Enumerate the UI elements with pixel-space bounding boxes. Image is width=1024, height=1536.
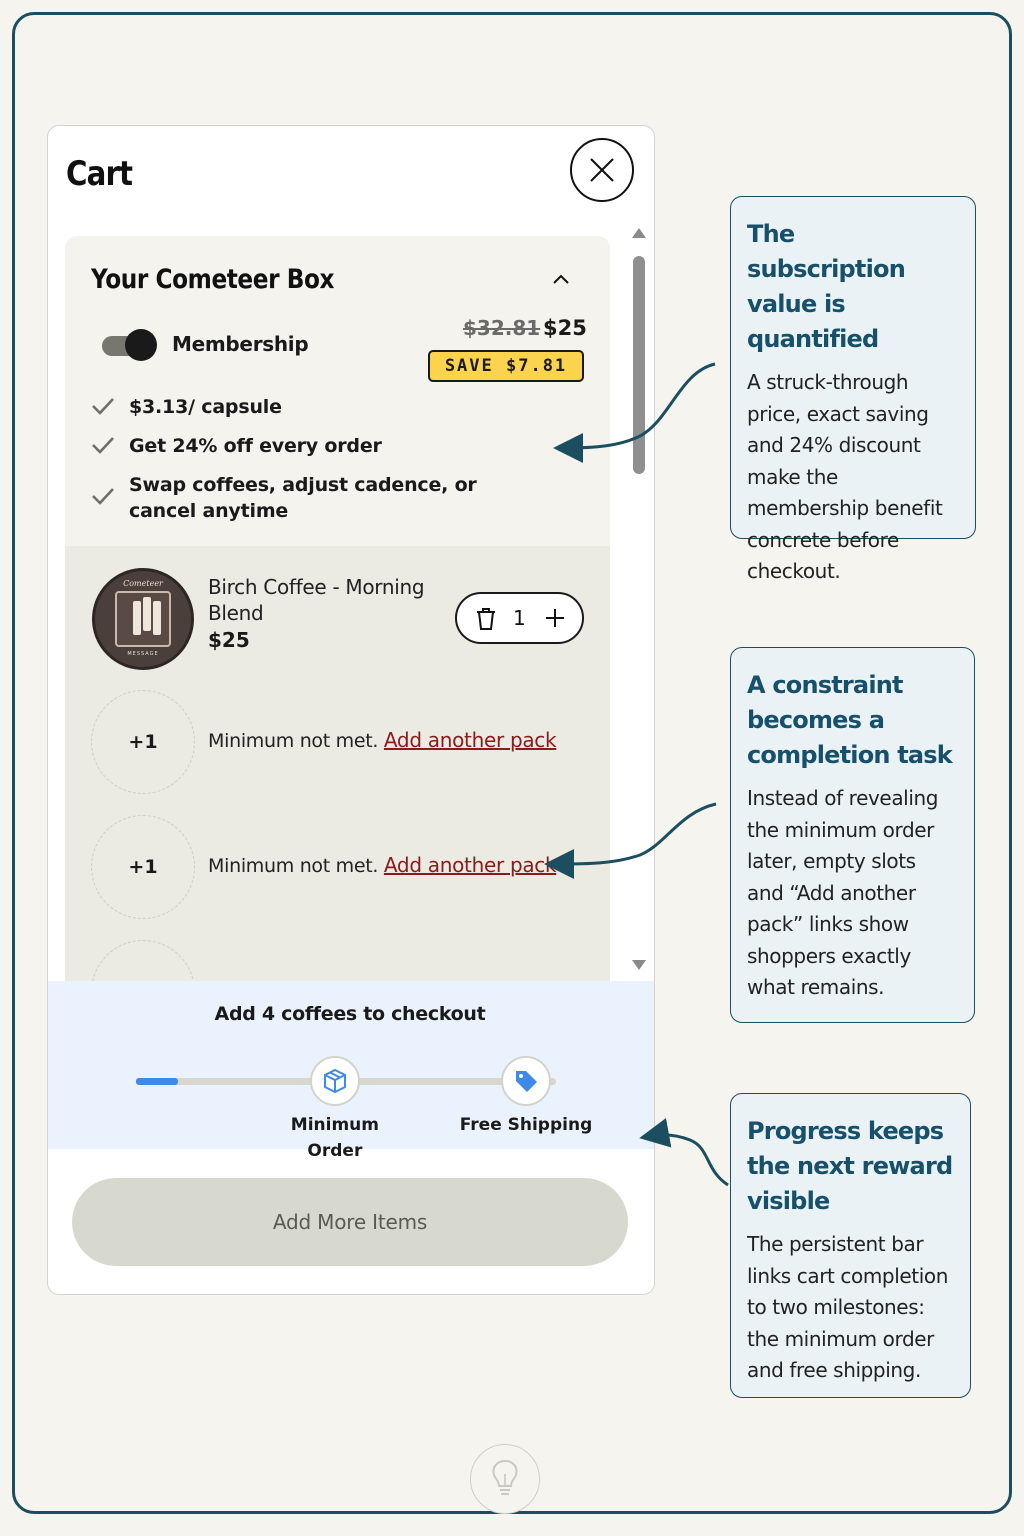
benefit-text: Get 24% off every order	[129, 435, 382, 457]
annotation-body: A struck-through price, exact saving and 24% discount make the membership benefit concrete before checkout.	[747, 370, 943, 583]
tag-icon	[512, 1067, 540, 1095]
product-image-brand: Cometeer	[123, 579, 163, 588]
product-name: Birch Coffee - Morning Blend	[208, 575, 425, 625]
benefit-text: $3.13/ capsule	[129, 396, 282, 418]
quantity-value: 1	[513, 606, 526, 630]
annotation-title: Progress keeps the next reward visible	[747, 1117, 953, 1215]
progress-fill	[136, 1078, 178, 1085]
add-another-pack-link[interactable]: Add another pack	[383, 853, 557, 877]
empty-slot[interactable]: +1	[91, 815, 195, 919]
annotation-body: Instead of revealing the minimum order later, empty slots and “Add another pack” links show shoppers exactly what remains.	[747, 786, 939, 999]
current-price: $25	[543, 316, 587, 340]
close-icon	[589, 157, 615, 183]
annotation-card	[730, 1093, 971, 1398]
original-price: $32.81	[463, 316, 541, 340]
annotation-title: The subscription value is quantified	[747, 220, 905, 353]
scroll-up-icon[interactable]	[632, 228, 646, 238]
cart-scroll-area[interactable]	[65, 236, 610, 1094]
product-image-sub: MESSAGE	[127, 651, 159, 657]
add-more-items-button[interactable]: Add More Items	[72, 1178, 628, 1266]
scroll-down-icon[interactable]	[632, 960, 646, 970]
slot-message-text: Minimum not met.	[208, 855, 379, 877]
check-icon	[91, 396, 115, 416]
lightbulb-badge	[470, 1444, 540, 1514]
product-image-mark	[143, 597, 151, 631]
annotation-body: The persistent bar links cart completion to two milestones: the minimum order and free shipping.	[747, 1232, 949, 1382]
milestone-minimum-order	[310, 1056, 360, 1106]
lightbulb-icon	[488, 1458, 522, 1500]
add-another-pack-link[interactable]: Add another pack	[383, 728, 557, 752]
close-button[interactable]	[570, 138, 634, 202]
annotation-card	[730, 647, 975, 1023]
chevron-up-icon[interactable]	[552, 270, 570, 288]
cart-panel	[47, 125, 655, 1295]
product-image-mark	[133, 601, 141, 635]
product-image	[92, 568, 194, 670]
benefit-text: Swap coffees, adjust cadence, or cancel anytime	[129, 474, 477, 522]
plus-icon[interactable]	[543, 606, 567, 630]
quantity-stepper	[455, 592, 584, 644]
scrollbar[interactable]	[630, 228, 648, 1078]
box-icon	[321, 1067, 349, 1095]
product-price: $25	[208, 628, 250, 652]
check-icon	[91, 486, 115, 506]
milestone-label: Free Shipping	[459, 1115, 593, 1135]
product-image-mark	[153, 601, 161, 635]
cart-title: Cart	[66, 154, 133, 194]
membership-toggle[interactable]	[102, 328, 158, 362]
membership-label: Membership	[172, 332, 309, 356]
milestone-free-shipping	[501, 1056, 551, 1106]
milestone-label: Minimum Order	[290, 1115, 379, 1161]
trash-icon[interactable]	[475, 607, 497, 631]
save-badge: SAVE $7.81	[428, 350, 584, 382]
toggle-knob	[125, 329, 157, 361]
slot-message	[208, 728, 556, 752]
annotation-card	[730, 196, 976, 583]
check-icon	[91, 435, 115, 455]
slot-message	[208, 853, 556, 877]
annotation-title: A constraint becomes a completion task	[747, 671, 952, 769]
subscription-box	[65, 236, 610, 546]
progress-panel	[48, 981, 655, 1161]
empty-slot[interactable]: +1	[91, 690, 195, 794]
progress-title: Add 4 coffees to checkout	[214, 1003, 486, 1025]
scroll-thumb[interactable]	[633, 256, 645, 474]
box-title: Your Cometeer Box	[91, 264, 335, 295]
slot-message-text: Minimum not met.	[208, 730, 379, 752]
